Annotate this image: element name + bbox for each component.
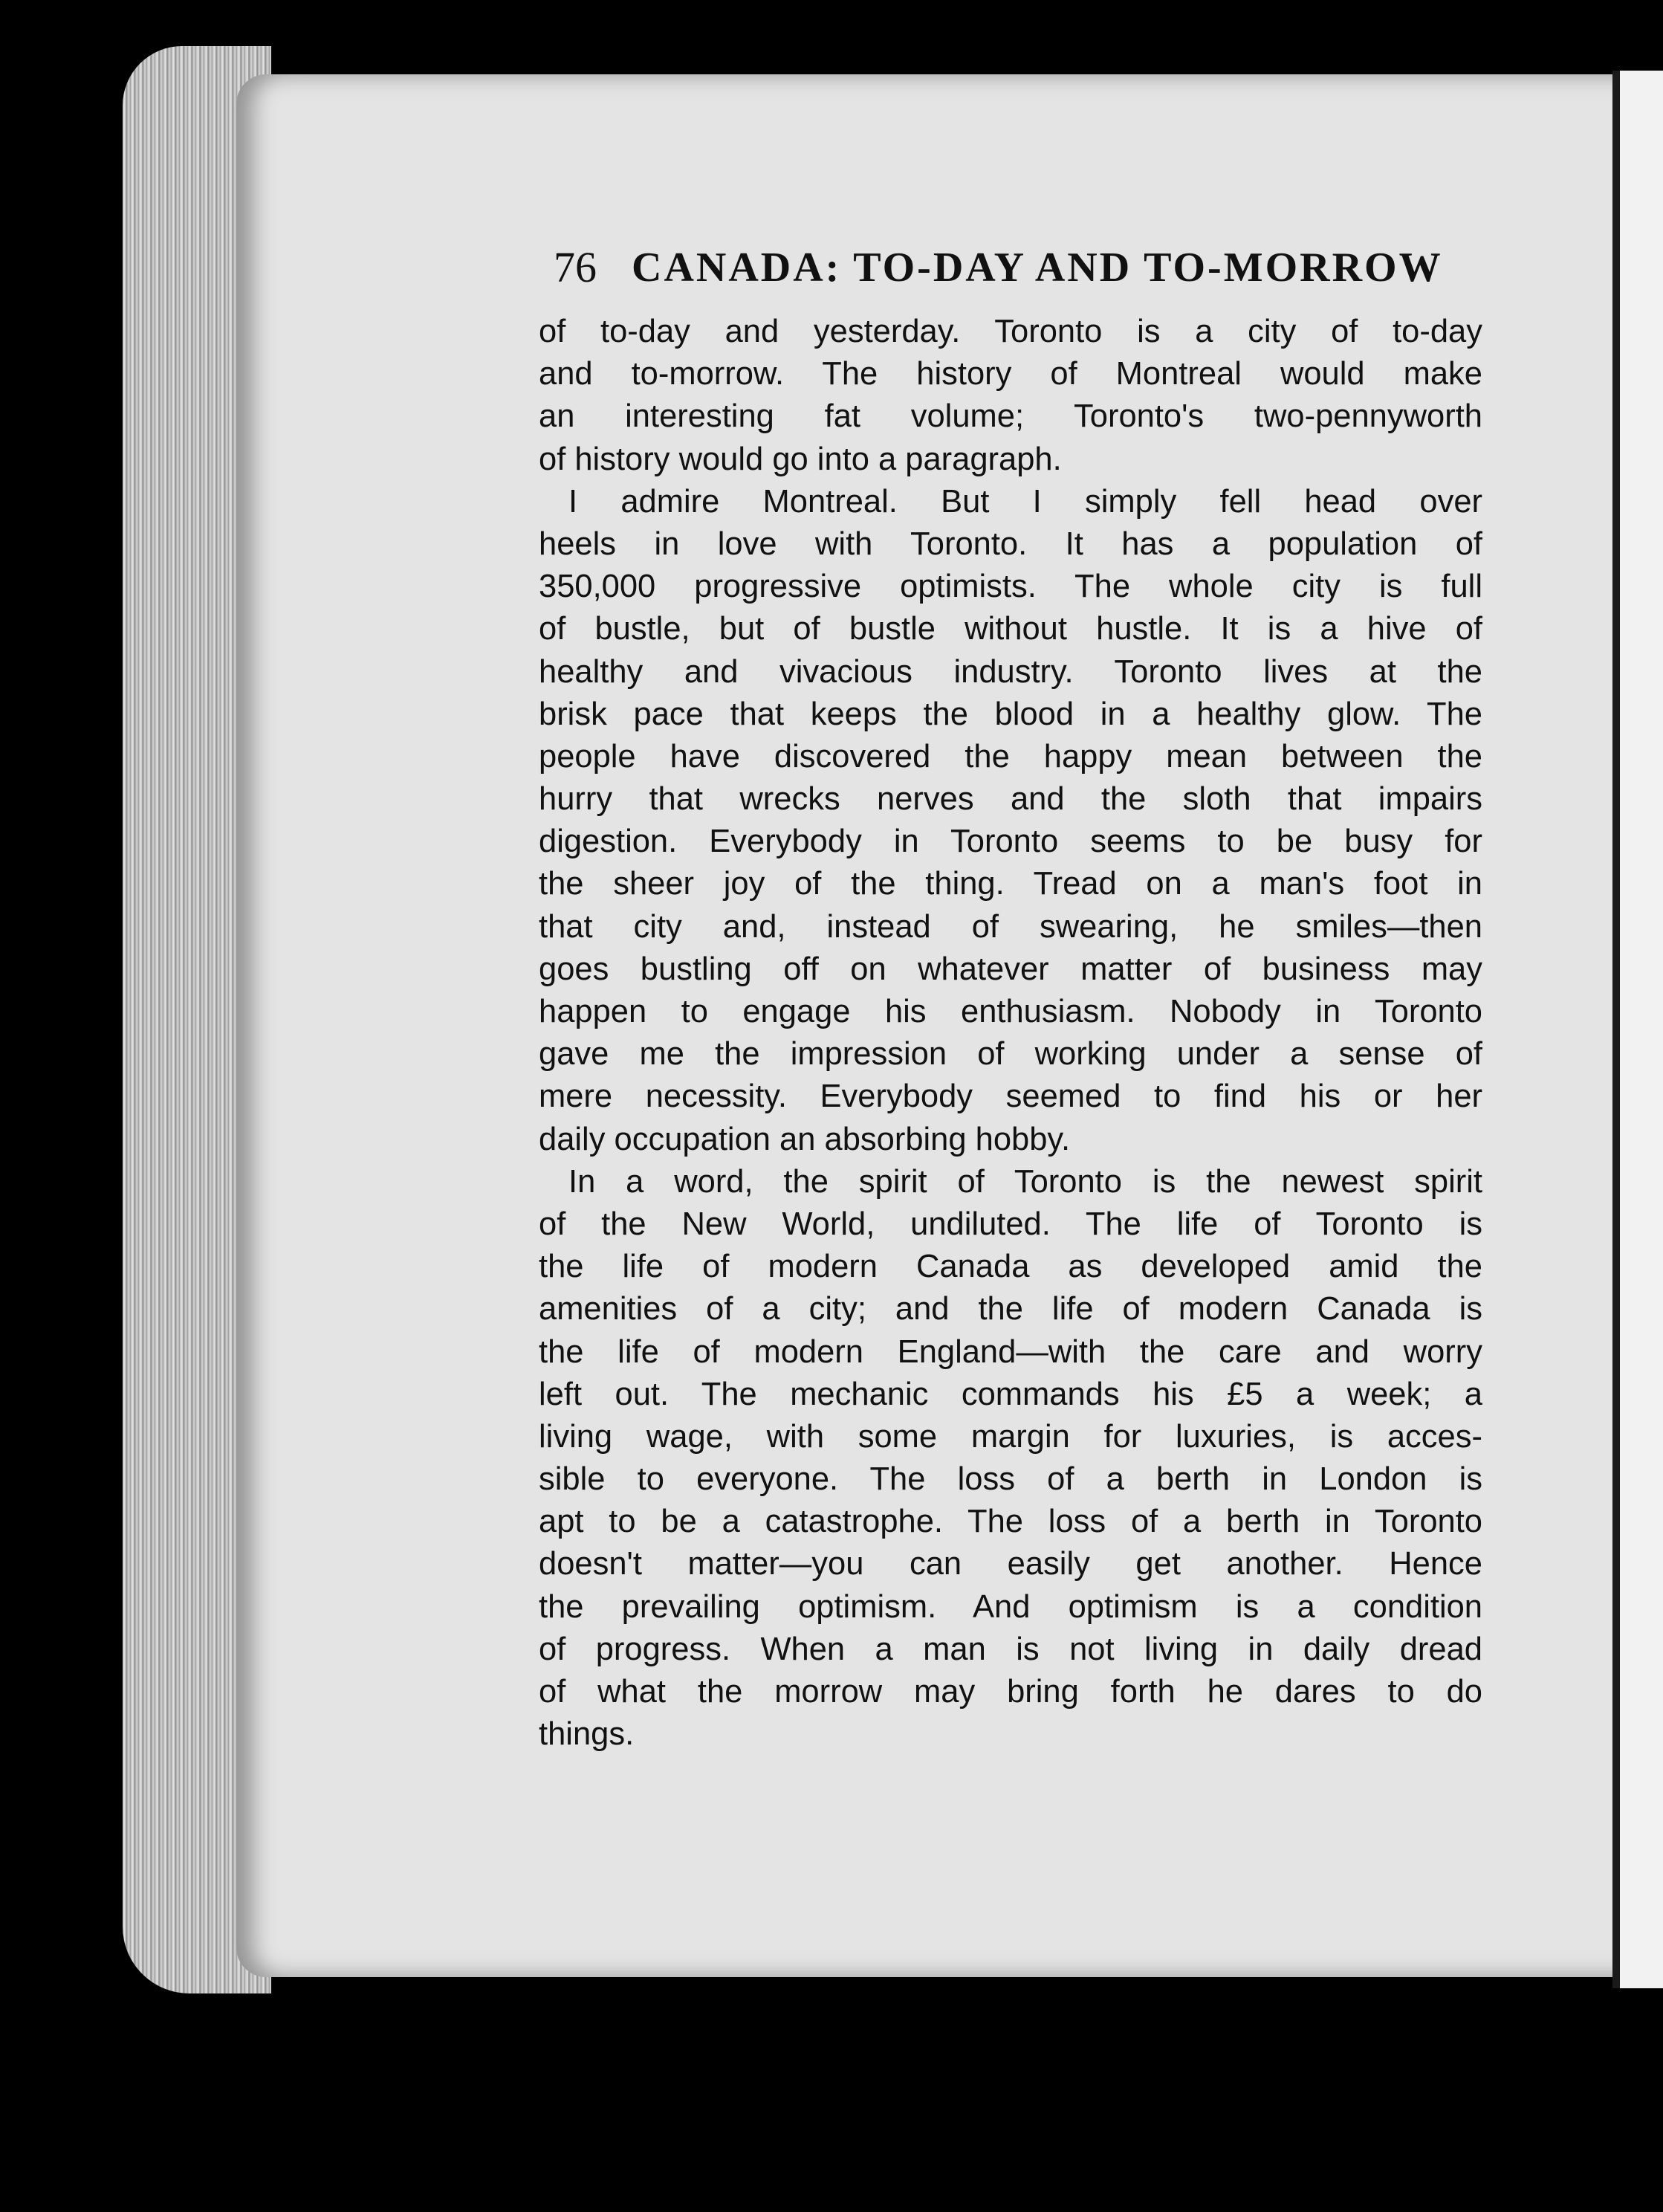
text-line: In a word, the spirit of Toronto is the newest spirit [568, 1163, 1482, 1200]
text-line: of bustle, but of bustle without hustle. It is a hive of [539, 611, 1482, 647]
text-line: sible to everyone. The loss of a berth in London is [539, 1461, 1482, 1498]
text-line: digestion. Everybody in Toronto seems to be busy for [539, 824, 1482, 860]
text-line: of history would go into a paragraph. [539, 441, 1062, 477]
text-line: things. [539, 1716, 635, 1753]
text-line: of progress. When a man is not living in daily dread [539, 1631, 1482, 1667]
text-line: living wage, with some margin for luxuries, is acces- [539, 1418, 1482, 1455]
text-line: the sheer joy of the thing. Tread on a man's foot in [539, 866, 1482, 902]
text-line: daily occupation an absorbing hobby. [539, 1121, 1071, 1157]
text-line: I admire Montreal. But I simply fell head over [568, 483, 1482, 520]
text-line: that city and, instead of swearing, he smiles—then [539, 908, 1482, 945]
text-line: of to-day and yesterday. Toronto is a city of to-day [539, 314, 1482, 349]
text-line: heels in love with Toronto. It has a population of [539, 525, 1482, 562]
text-line: of the New World, undiluted. The life of Toronto is [539, 1206, 1482, 1242]
text-line: goes bustling off on whatever matter of business may [539, 951, 1482, 987]
text-line: 350,000 progressive optimists. The whole city is full [539, 569, 1482, 605]
text-line: healthy and vivacious industry. Toronto lives at the [539, 653, 1482, 690]
text-line: doesn't matter—you can easily get another. Hence [539, 1546, 1482, 1582]
running-title: CANADA: TO-DAY AND TO-MORROW [632, 245, 1443, 291]
facing-page-edge [1612, 71, 1663, 1988]
text-line: amenities of a city; and the life of modern Canada is [539, 1291, 1482, 1327]
page-number: 76 [554, 243, 597, 291]
text-line: gave me the impression of working under a sense of [539, 1036, 1482, 1073]
text-line: an interesting fat volume; Toronto's two-pennyworth [539, 398, 1482, 435]
text-line: of what the morrow may bring forth he dares to do [539, 1674, 1482, 1710]
text-line: the life of modern Canada as developed amid the [539, 1249, 1482, 1285]
text-line: the life of modern England—with the care and worry [539, 1333, 1482, 1370]
text-line: mere necessity. Everybody seemed to find his or her [539, 1078, 1482, 1115]
text-line: hurry that wrecks nerves and the sloth that impairs [539, 781, 1482, 818]
body-text [539, 311, 1482, 1756]
text-line: and to-morrow. The history of Montreal would make [539, 356, 1482, 392]
text-line: people have discovered the happy mean between the [539, 738, 1482, 774]
text-line: apt to be a catastrophe. The loss of a berth in Toronto [539, 1504, 1482, 1540]
text-line: left out. The mechanic commands his £5 a week; a [539, 1376, 1482, 1412]
text-line: the prevailing optimism. And optimism is a condition [539, 1588, 1482, 1625]
text-line: brisk pace that keeps the blood in a healthy glow. The [539, 696, 1482, 732]
text-line: happen to engage his enthusiasm. Nobody in Toronto [539, 994, 1482, 1029]
running-header [554, 239, 1490, 299]
